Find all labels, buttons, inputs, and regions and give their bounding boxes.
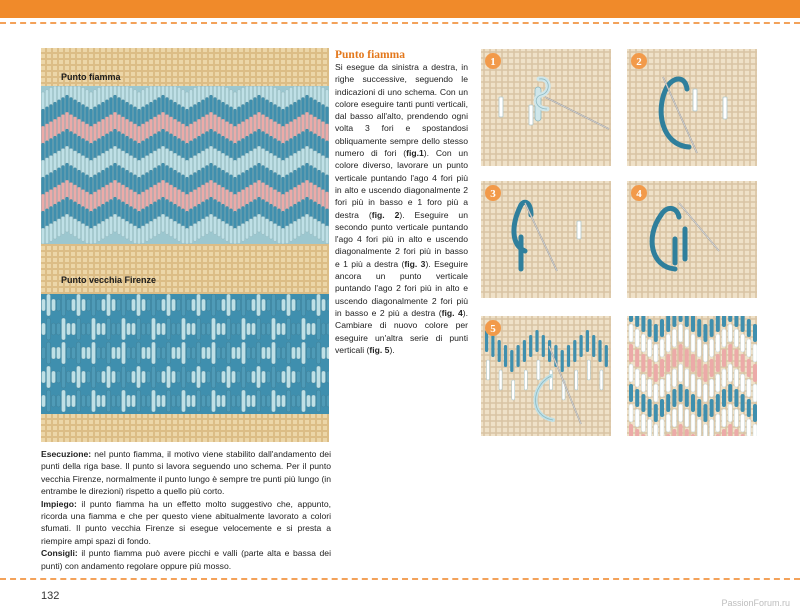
top-dashed-divider bbox=[0, 22, 800, 24]
figure-3 bbox=[481, 181, 611, 298]
embroidery-photo bbox=[41, 48, 329, 442]
note-consigli: Consigli: il punto fiamma può avere picchi e valli (parte alta e bassa dei punti) con andamento regolare oppure più mosso. bbox=[41, 548, 331, 571]
top-color-band bbox=[0, 0, 800, 18]
figure-1 bbox=[481, 49, 611, 166]
svg-text:2: 2 bbox=[636, 56, 642, 68]
page-number: 132 bbox=[41, 590, 60, 602]
svg-text:3: 3 bbox=[490, 188, 496, 200]
bottom-dashed-divider bbox=[0, 578, 800, 580]
note-impiego: Impiego: il punto fiamma ha un effetto molto suggestivo che, appunto, ricorda una fiamma e che per questo viene abitualmente lavorato a colori sfumati. Il punto vecchia Firenze si esegue velocemente e si presta a riempire ampi spazi di fondo. bbox=[41, 498, 331, 546]
svg-text:4: 4 bbox=[636, 188, 642, 200]
svg-text:1: 1 bbox=[490, 56, 496, 68]
figure-4 bbox=[627, 181, 757, 298]
figure-2 bbox=[627, 49, 757, 166]
note-esecuzione: Esecuzione: nel punto fiamma, il motivo viene stabilito dall'andamento dei punti della riga base. Il punto si lavora seguendo uno schema. Per il punto vecchia Firenze, normalmente il punto lungo è sempre tre punti più lungo (in entrambe le direzioni) rispetto a quello più corto. bbox=[41, 449, 331, 497]
figure-5 bbox=[481, 316, 611, 433]
watermark: PassionForum.ru bbox=[721, 598, 790, 608]
instructions-paragraph: Si esegue da sinistra a destra, in righe successive, seguendo le indicazioni di uno schema. Con un colore eseguire tanti punti verticali, dal basso all'alto, prendendo ogni volta 3 fori e spostandosi obliquamente sempre dello stesso numero di fori (fig.1). Con un colore diverso, lavorare un punto verticale puntando l'ago 4 fori più in alto e uscendo diagonalmente 2 fori più in basso e 1 foro più a destra (fig. 2). Eseguire un secondo punto verticale puntando l'ago 4 fori più in alto e uscendo diagonalmente 2 fori più in basso e 1 più a destra (fig. 3). Eseguire ancora un punto verticale puntando l'ago 2 fori più in alto e uscendo diagonalmente 2 fori più in basso e 2 più a destra (fig. 4). Cambiare di nuovo colore per eseguire un'altra serie di punti verticali (fig. 5). bbox=[335, 62, 468, 355]
label-punto-fiamma: Punto fiamma bbox=[61, 72, 121, 82]
section-title: Punto fiamma bbox=[335, 49, 405, 61]
figure-6-result bbox=[627, 316, 757, 436]
notes-block bbox=[41, 448, 331, 572]
label-punto-vecchia-firenze: Punto vecchia Firenze bbox=[61, 275, 157, 285]
svg-text:5: 5 bbox=[490, 323, 496, 335]
